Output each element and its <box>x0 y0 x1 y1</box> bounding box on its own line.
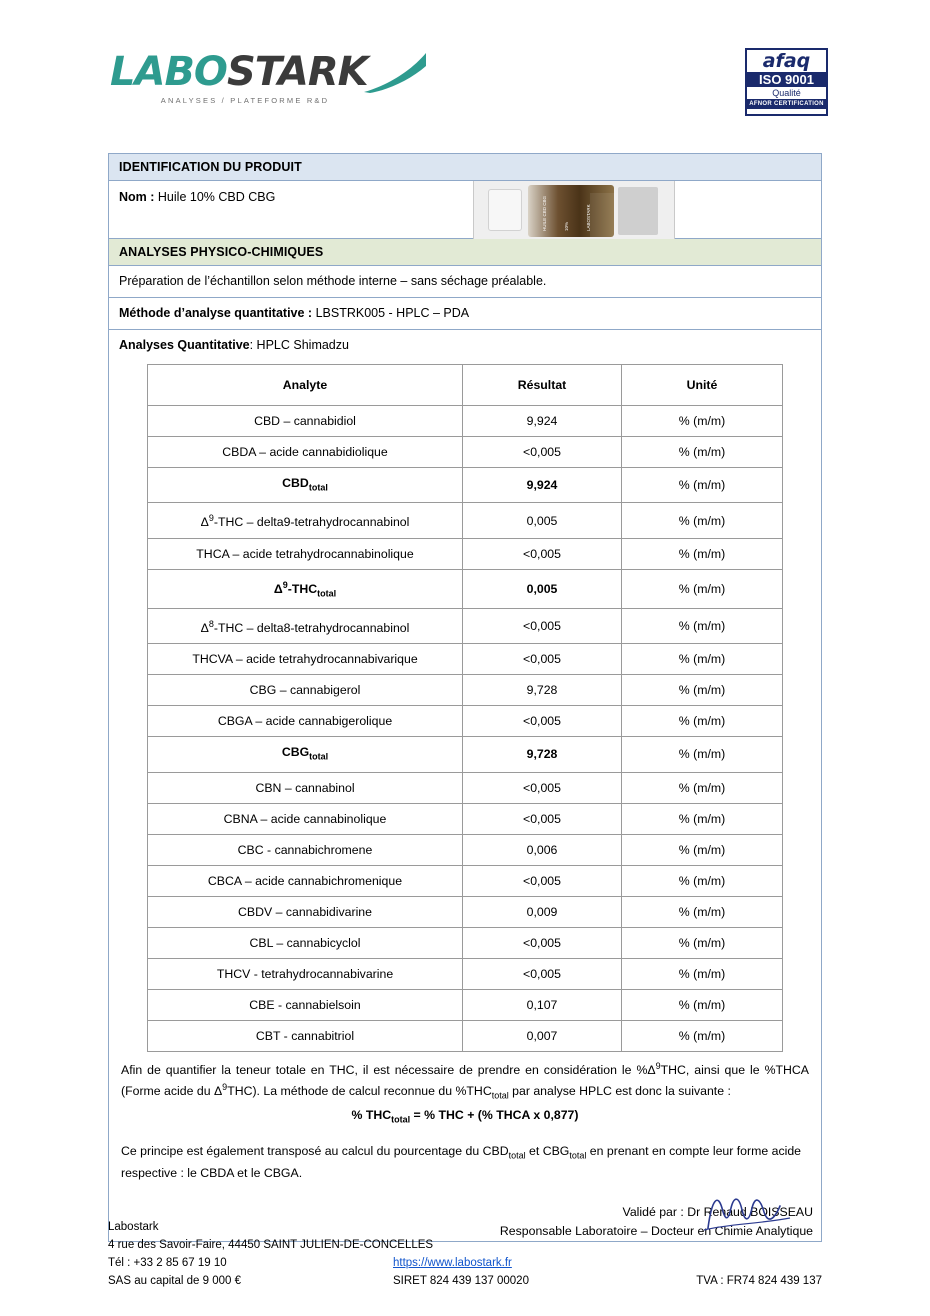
quant-row <box>109 330 821 354</box>
afaq-brand: afaq <box>747 50 826 72</box>
product-name: Huile 10% CBD CBG <box>157 190 276 204</box>
cell-unit: % (m/m) <box>622 468 783 503</box>
cell-result: <0,005 <box>463 865 622 896</box>
table-row <box>148 538 783 569</box>
table-row <box>148 609 783 644</box>
table-row <box>148 569 783 609</box>
product-photo <box>473 181 675 239</box>
labostark-logo <box>110 50 410 130</box>
footer-line-company <box>108 1218 822 1236</box>
cell-result: 0,009 <box>463 896 622 927</box>
cell-unit: % (m/m) <box>622 503 783 538</box>
cell-result: <0,005 <box>463 772 622 803</box>
note-paragraph-2 <box>109 1133 821 1190</box>
cell-unit: % (m/m) <box>622 834 783 865</box>
formula-text: % $THC_{total}$ = % THC + (% THCA x 0,877) <box>351 1108 579 1125</box>
table-row <box>148 803 783 834</box>
quant-value: : HPLC Shimadzu <box>249 338 349 352</box>
table-row <box>148 958 783 989</box>
cell-unit: % (m/m) <box>622 569 783 609</box>
table-row <box>148 927 783 958</box>
cell-analyte: THCV - tetrahydrocannabivarine <box>148 958 463 989</box>
th-result: Résultat <box>463 365 622 406</box>
cell-analyte: CBNA – acide cannabinolique <box>148 803 463 834</box>
bottle-text: HUILE CBD CBG <box>542 195 547 231</box>
cell-analyte: CBT - cannabitriol <box>148 1020 463 1051</box>
cell-unit: % (m/m) <box>622 437 783 468</box>
bottle-text: 10% <box>564 221 569 231</box>
note-paragraph-1 <box>109 1052 821 1134</box>
cell-analyte: CBN – cannabinol <box>148 772 463 803</box>
analyte-table-wrap <box>109 354 821 1052</box>
cell-analyte: $CBD_{total}$ <box>148 468 463 503</box>
afaq-body: AFNOR CERTIFICATION <box>747 99 826 109</box>
cell-result: 0,005 <box>463 569 622 609</box>
product-row <box>109 181 821 239</box>
footer-line-legal <box>108 1272 822 1290</box>
cell-unit: % (m/m) <box>622 737 783 772</box>
cell-unit: % (m/m) <box>622 644 783 675</box>
cell-unit: % (m/m) <box>622 865 783 896</box>
cell-result: 0,107 <box>463 989 622 1020</box>
note-text-1: Afin de quantifier la teneur totale en THC, il est nécessaire de prendre en considération le $\%\Delta^9THC$, ainsi que le %THCA (Forme acide du $\Delta^9THC$). La méthode de calcul reconnue du $\%THC_{total}$ par analyse HPLC est donc la suivante : <box>121 1060 809 1101</box>
cell-analyte: $\Delta^9$-THC – delta9-tetrahydrocannabinol <box>148 503 463 538</box>
cell-result: <0,005 <box>463 706 622 737</box>
table-row <box>148 468 783 503</box>
footer-phone: Tél : +33 2 85 67 19 10 <box>108 1257 227 1269</box>
table-row <box>148 437 783 468</box>
preparation-text: Préparation de l’échantillon selon méthode interne – sans séchage préalable. <box>109 266 821 298</box>
table-row <box>148 406 783 437</box>
table-row <box>148 896 783 927</box>
responsible-title: Responsable Laboratoire – Docteur en Chimie Analytique <box>499 1223 813 1238</box>
cell-analyte: CBD – cannabidiol <box>148 406 463 437</box>
footer-line-address <box>108 1236 822 1254</box>
cell-unit: % (m/m) <box>622 406 783 437</box>
cell-result: 0,006 <box>463 834 622 865</box>
cell-unit: % (m/m) <box>622 538 783 569</box>
cell-result: <0,005 <box>463 609 622 644</box>
cell-result: 9,728 <box>463 737 622 772</box>
page-footer <box>108 1218 822 1290</box>
cell-analyte: CBGA – acide cannabigerolique <box>148 706 463 737</box>
cell-analyte: $\Delta^9-THC_{total}$ <box>148 569 463 609</box>
th-unit: Unité <box>622 365 783 406</box>
footer-line-contact <box>108 1254 822 1272</box>
table-header-row <box>148 365 783 406</box>
cell-result: 9,924 <box>463 406 622 437</box>
logo-subtitle: ANALYSES / PLATEFORME R&D <box>160 96 330 105</box>
method-label: Méthode d’analyse quantitative : <box>119 306 313 320</box>
quant-label: Analyses Quantitative <box>119 338 250 352</box>
cell-unit: % (m/m) <box>622 958 783 989</box>
bottle-cap <box>488 189 522 231</box>
logo-text-labo: LABO <box>110 49 227 95</box>
table-row <box>148 503 783 538</box>
table-row <box>148 675 783 706</box>
section-header-analyses: ANALYSES PHYSICO-CHIMIQUES <box>109 239 821 266</box>
analyte-table-body <box>148 406 783 1052</box>
note-text-2: Ce principe est également transposé au calcul du pourcentage du $CBD_{total}$ et $CBG_{total}$ en prenant en compte leur forme acide respective : le CBDA et le CBGA. <box>121 1144 802 1181</box>
footer-company: Labostark <box>108 1221 159 1233</box>
method-row <box>109 298 821 330</box>
bottle-text: LABOSTARK <box>586 204 591 231</box>
swoosh-icon <box>360 52 430 94</box>
cell-unit: % (m/m) <box>622 675 783 706</box>
logo-text-stark: STARK <box>226 49 368 95</box>
cell-unit: % (m/m) <box>622 1020 783 1051</box>
section-header-product: IDENTIFICATION DU PRODUIT <box>109 154 821 181</box>
bottle-secondary <box>618 187 658 235</box>
footer-address: 4 rue des Savoir-Faire, 44450 SAINT JULIEN-DE-CONCELLES <box>108 1239 434 1251</box>
cell-result: <0,005 <box>463 958 622 989</box>
cell-unit: % (m/m) <box>622 609 783 644</box>
method-value: LBSTRK005 - HPLC – PDA <box>315 306 470 320</box>
product-name-line <box>109 181 821 213</box>
cell-result: <0,005 <box>463 927 622 958</box>
page-header <box>0 40 930 150</box>
cell-result: 0,007 <box>463 1020 622 1051</box>
table-row <box>148 644 783 675</box>
cell-analyte: CBL – cannabicyclol <box>148 927 463 958</box>
table-row <box>148 834 783 865</box>
cell-result: 0,005 <box>463 503 622 538</box>
cell-analyte: THCVA – acide tetrahydrocannabivarique <box>148 644 463 675</box>
cell-unit: % (m/m) <box>622 896 783 927</box>
report-body <box>108 153 822 1242</box>
table-row <box>148 865 783 896</box>
afaq-quality: Qualité <box>747 87 826 99</box>
cell-analyte: CBDV – cannabidivarine <box>148 896 463 927</box>
cell-analyte: $\Delta^8$-THC – delta8-tetrahydrocannabinol <box>148 609 463 644</box>
footer-tva: TVA : FR74 824 439 137 <box>696 1275 822 1287</box>
bottle-body <box>528 185 614 237</box>
cell-unit: % (m/m) <box>622 989 783 1020</box>
cell-analyte: CBCA – acide cannabichromenique <box>148 865 463 896</box>
analyses-section <box>109 330 821 1241</box>
afaq-certification-badge <box>745 48 828 116</box>
cell-result: <0,005 <box>463 644 622 675</box>
cell-result: <0,005 <box>463 803 622 834</box>
table-row <box>148 1020 783 1051</box>
table-row <box>148 737 783 772</box>
validated-by: Validé par : Dr Renaud BOISSEAU <box>622 1204 813 1219</box>
footer-siret: SIRET 824 439 137 00020 <box>393 1275 529 1287</box>
cell-result: 9,924 <box>463 468 622 503</box>
table-row <box>148 772 783 803</box>
analyte-table <box>147 364 783 1052</box>
footer-capital: SAS au capital de 9 000 € <box>108 1275 241 1287</box>
cell-result: <0,005 <box>463 538 622 569</box>
cell-result: <0,005 <box>463 437 622 468</box>
cell-result: 9,728 <box>463 675 622 706</box>
th-analyte: Analyte <box>148 365 463 406</box>
cell-unit: % (m/m) <box>622 772 783 803</box>
cell-analyte: $CBG_{total}$ <box>148 737 463 772</box>
table-row <box>148 706 783 737</box>
cell-analyte: CBE - cannabielsoin <box>148 989 463 1020</box>
afaq-standard: ISO 9001 <box>747 72 826 87</box>
product-label: Nom : <box>119 190 155 204</box>
footer-website-link[interactable]: https://www.labostark.fr <box>393 1257 512 1269</box>
cell-unit: % (m/m) <box>622 803 783 834</box>
cell-analyte: CBC - cannabichromene <box>148 834 463 865</box>
table-row <box>148 989 783 1020</box>
cell-unit: % (m/m) <box>622 927 783 958</box>
cell-unit: % (m/m) <box>622 706 783 737</box>
cell-analyte: CBG – cannabigerol <box>148 675 463 706</box>
cell-analyte: CBDA – acide cannabidiolique <box>148 437 463 468</box>
cell-analyte: THCA – acide tetrahydrocannabinolique <box>148 538 463 569</box>
